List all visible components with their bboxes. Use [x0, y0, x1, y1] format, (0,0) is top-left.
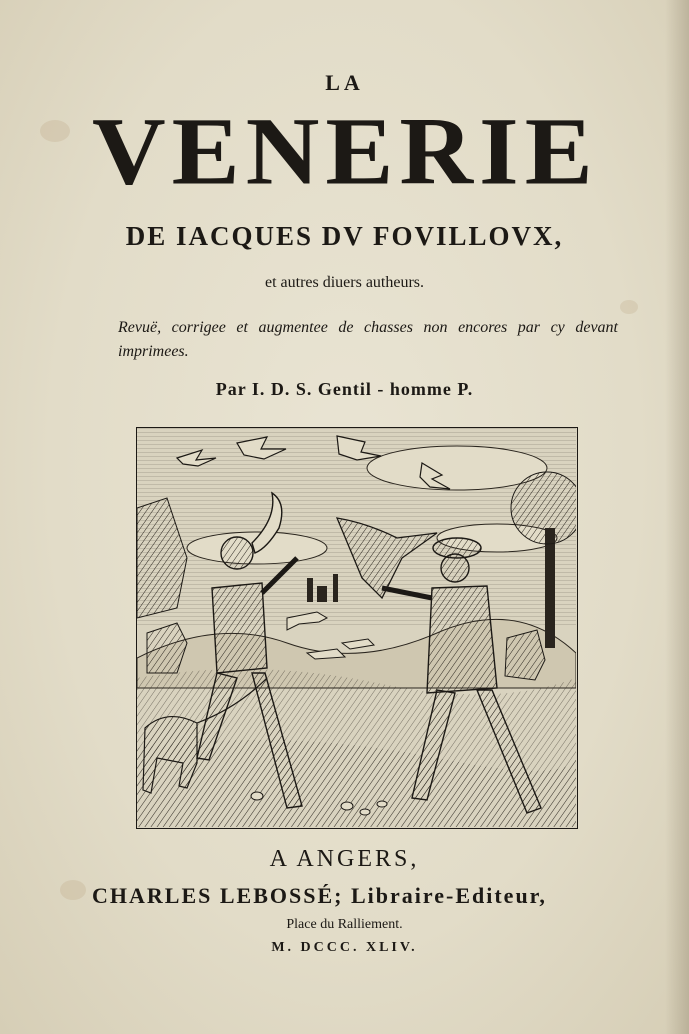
publisher-role: Libraire-Editeur, [350, 883, 547, 908]
main-title: VENERIE [92, 97, 599, 206]
page-edge-shadow [665, 0, 689, 1034]
city-line: A ANGERS, [269, 846, 420, 872]
revision-line: Revuë, corrigee et augmentee de chasses non encores par cy devant imprimees. [118, 319, 618, 360]
by-line: Par I. D. S. Gentil - homme P. [215, 379, 474, 399]
foxing-spot [40, 120, 70, 142]
address-line: Place du Ralliement. [286, 917, 403, 932]
publisher-name: CHARLES LEBOSSÉ; [92, 883, 344, 908]
publisher-line [92, 883, 622, 909]
foxing-spot [620, 300, 638, 314]
author-line: DE IACQUES DV FOVILLOVX, [125, 221, 564, 251]
woodcut-hunting-scene-icon [136, 427, 578, 829]
other-authors-line: et autres diuers autheurs. [264, 274, 425, 291]
title-article: LA [325, 70, 364, 95]
foxing-spot [60, 880, 86, 900]
publication-year: M. DCCC. XLIV. [271, 940, 418, 955]
